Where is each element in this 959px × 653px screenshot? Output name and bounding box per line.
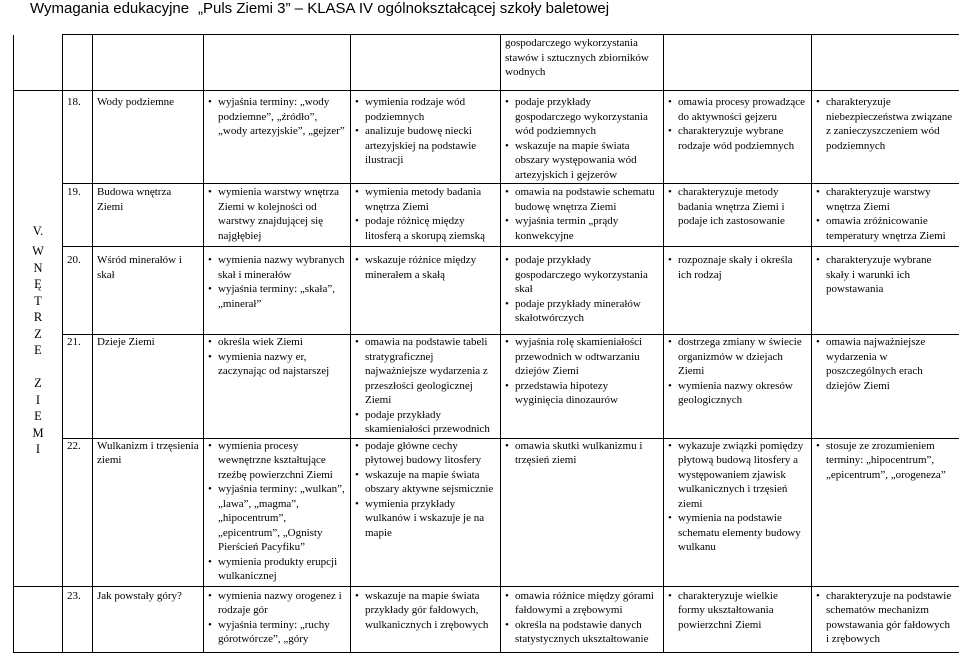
requirement-item: • wymienia produkty erupcji wulkanicznej <box>208 555 346 584</box>
requirements-cell-c1 <box>204 184 351 247</box>
requirement-item: • wskazuje na mapie świata przykłady gór fałdowych, wulkanicznych i zrębowych <box>355 589 496 633</box>
lesson-number: 21. <box>63 335 93 439</box>
requirement-item: • analizuje budowę niecki artezyjskiej na podstawie ilustracji <box>355 124 496 168</box>
table-row <box>14 247 959 335</box>
requirements-list <box>355 439 496 541</box>
requirement-item: • wymienia procesy wewnętrzne kształtujące rzeźbę powierzchni Ziemi <box>208 439 346 483</box>
section-letter: Z <box>14 375 62 392</box>
requirements-cell-c4 <box>664 586 812 652</box>
requirement-item: • dostrzega zmiany w świecie organizmów w dziejach Ziemi <box>668 335 807 379</box>
requirements-cell-c3 <box>501 247 664 335</box>
requirements-cell-c5 <box>812 184 959 247</box>
requirement-item: • wyjaśnia terminy: „skała”, „minerał” <box>208 282 346 311</box>
requirement-item: • wymienia rodzaje wód podziemnych <box>355 95 496 124</box>
requirement-item: • wymienia nazwy orogenez i rodzaje gór <box>208 589 346 618</box>
requirement-item: • charakteryzuje wybrane rodzaje wód podziemnych <box>668 124 807 153</box>
requirements-list <box>668 253 807 282</box>
requirement-item: • wymienia metody badania wnętrza Ziemi <box>355 185 496 214</box>
lesson-topic: Wśród minerałów i skał <box>93 247 204 335</box>
requirements-cell-c2 <box>351 91 501 184</box>
requirement-item: • podaje przykłady gospodarczego wykorzystania wód podziemnych <box>505 95 659 139</box>
requirements-cell-c1 <box>204 335 351 439</box>
document-title-left: Wymagania edukacyjne <box>30 0 189 17</box>
requirements-cell-c5 <box>812 91 959 184</box>
section-letter: E <box>14 408 62 425</box>
requirements-cell-c2 <box>351 438 501 586</box>
requirements-cell-c2 <box>351 335 501 439</box>
requirements-list <box>208 253 346 311</box>
section-letter: T <box>14 293 62 310</box>
section-letter: I <box>14 441 62 458</box>
table-row <box>14 91 959 184</box>
requirement-item: • omawia różnice między górami fałdowymi a zrębowymi <box>505 589 659 618</box>
requirements-cell-c5 <box>812 335 959 439</box>
requirements-cell-c2 <box>351 247 501 335</box>
requirement-item: • wymienia przykłady wulkanów i wskazuje je na mapie <box>355 497 496 541</box>
table-row <box>14 586 959 652</box>
requirements-list <box>505 335 659 408</box>
requirement-item: • podaje główne cechy płytowej budowy litosfery <box>355 439 496 468</box>
table-row <box>14 438 959 586</box>
requirements-list <box>355 185 496 243</box>
requirement-item: • wymienia nazwy wybranych skał i minerałów <box>208 253 346 282</box>
section-letter: I <box>14 392 62 409</box>
requirement-item: • wymienia na podstawie schematu elementy budowy wulkanu <box>668 511 807 555</box>
lesson-number: 23. <box>63 586 93 652</box>
requirements-list <box>668 589 807 633</box>
requirements-cell-c1 <box>204 247 351 335</box>
requirements-cell-c2 <box>351 184 501 247</box>
requirement-item: • stosuje ze zrozumieniem terminy: „hipocentrum”, „epicentrum”, „orogeneza” <box>816 439 955 483</box>
requirement-item: • wyjaśnia terminy: „wody podziemne”, „źródło”, „wody artezyjskie”, „gejzer” <box>208 95 346 139</box>
requirements-list <box>208 185 346 243</box>
section-letter: W <box>14 243 62 260</box>
requirement-item: • wymienia nazwy er, zaczynając od najstarszej <box>208 350 346 379</box>
requirements-list <box>816 335 955 393</box>
requirements-cell-c3 <box>501 184 664 247</box>
requirements-cell-c1 <box>204 586 351 652</box>
lesson-number: 20. <box>63 247 93 335</box>
requirements-cell-c3 <box>501 91 664 184</box>
requirement-item: • określa na podstawie danych statystycznych ukształtowanie <box>505 618 659 647</box>
requirement-item: • podaje przykłady gospodarczego wykorzystania skał <box>505 253 659 297</box>
section-letter: Z <box>14 326 62 343</box>
lesson-number: 22. <box>63 438 93 586</box>
requirement-item: • charakteryzuje na podstawie schematów mechanizm powstawania gór fałdowych i zrębowych <box>816 589 955 647</box>
requirements-list <box>668 95 807 153</box>
requirement-item: • omawia na podstawie schematu budowę wnętrza Ziemi <box>505 185 659 214</box>
requirements-list <box>816 95 955 153</box>
requirements-cell-c3 <box>501 438 664 586</box>
requirements-cell-c5 <box>812 438 959 586</box>
section-letter: R <box>14 309 62 326</box>
section-letter: M <box>14 425 62 442</box>
requirements-list <box>505 439 659 468</box>
requirements-list <box>208 589 346 647</box>
requirement-item: • rozpoznaje skały i określa ich rodzaj <box>668 253 807 282</box>
requirement-item: • wymienia warstwy wnętrza Ziemi w kolejności od warstwy znajdującej się najgłębiej <box>208 185 346 243</box>
requirements-list <box>668 439 807 555</box>
continued-cell: gospodarczego wykorzystania stawów i sztucznych zbiorników wodnych <box>501 35 664 91</box>
requirement-item: • wskazuje różnice między minerałem a skałą <box>355 253 496 282</box>
requirements-cell-c5 <box>812 247 959 335</box>
requirement-item: • przedstawia hipotezy wyginięcia dinozaurów <box>505 379 659 408</box>
table-row-continuation <box>14 35 959 91</box>
requirement-item: • podaje przykłady skamieniałości przewodnich <box>355 408 496 437</box>
requirements-cell-c1 <box>204 91 351 184</box>
table-row <box>14 184 959 247</box>
requirement-item: • wskazuje na mapie świata obszary występowania wód artezyjskich i gejzerów <box>505 139 659 183</box>
requirement-item: • podaje przykłady minerałów skałotwórczych <box>505 297 659 326</box>
requirements-cell-c4 <box>664 335 812 439</box>
requirements-cell-c3 <box>501 586 664 652</box>
requirements-list <box>505 253 659 326</box>
requirements-list <box>355 95 496 168</box>
table-body <box>14 91 959 653</box>
section-letter: Ę <box>14 276 62 293</box>
requirements-cell-c4 <box>664 247 812 335</box>
requirements-list <box>816 439 955 483</box>
requirement-item: • charakteryzuje wybrane skały i warunki ich powstawania <box>816 253 955 297</box>
requirements-list <box>355 253 496 282</box>
section-label <box>14 91 63 587</box>
lesson-number: 18. <box>63 91 93 184</box>
requirement-item: • wyjaśnia terminy: „ruchy górotwórcze”, „góry <box>208 618 346 647</box>
requirement-item: • podaje różnicę między litosferą a skorupą ziemską <box>355 214 496 243</box>
requirements-cell-c4 <box>664 91 812 184</box>
requirements-cell-c4 <box>664 184 812 247</box>
requirement-item: • charakteryzuje warstwy wnętrza Ziemi <box>816 185 955 214</box>
requirements-list <box>668 185 807 229</box>
requirements-list <box>355 589 496 633</box>
requirement-item: • omawia zróżnicowanie temperatury wnętrza Ziemi <box>816 214 955 243</box>
requirements-list <box>816 589 955 647</box>
requirement-item: • wykazuje związki pomiędzy płytową budową litosfery a występowaniem zjawisk wulkanicznych i trzęsień ziemi <box>668 439 807 512</box>
section-letter <box>14 359 62 376</box>
requirements-list <box>208 439 346 584</box>
section-letter: E <box>14 342 62 359</box>
requirement-item: • wyjaśnia rolę skamieniałości przewodnich w odtwarzaniu dziejów Ziemi <box>505 335 659 379</box>
requirements-list <box>505 95 659 182</box>
requirements-list <box>816 185 955 243</box>
requirement-item: • omawia na podstawie tabeli stratygraficznej najważniejsze wydarzenia z przeszłości geologicznej Ziemi <box>355 335 496 408</box>
requirement-item: • omawia procesy prowadzące do aktywności gejzeru <box>668 95 807 124</box>
requirement-item: • wyjaśnia termin „prądy konwekcyjne <box>505 214 659 243</box>
requirements-list <box>208 335 346 379</box>
requirements-list <box>816 253 955 297</box>
section-roman: V. <box>14 223 62 240</box>
requirement-item: • wymienia nazwy okresów geologicznych <box>668 379 807 408</box>
requirements-cell-c1 <box>204 438 351 586</box>
table-row <box>14 335 959 439</box>
requirement-item: • charakteryzuje wielkie formy ukształtowania powierzchni Ziemi <box>668 589 807 633</box>
lesson-topic: Wulkanizm i trzęsienia ziemi <box>93 438 204 586</box>
requirement-item: • charakteryzuje metody badania wnętrza Ziemi i podaje ich zastosowanie <box>668 185 807 229</box>
requirements-list <box>208 95 346 139</box>
section-letter: N <box>14 260 62 277</box>
lesson-number: 19. <box>63 184 93 247</box>
requirements-list <box>668 335 807 408</box>
requirements-cell-c2 <box>351 586 501 652</box>
requirements-list <box>355 335 496 437</box>
lesson-topic: Wody podziemne <box>93 91 204 184</box>
requirements-cell-c3 <box>501 335 664 439</box>
requirement-item: • określa wiek Ziemi <box>208 335 346 350</box>
requirements-cell-c4 <box>664 438 812 586</box>
requirements-list <box>505 185 659 243</box>
requirement-item: • omawia skutki wulkanizmu i trzęsień ziemi <box>505 439 659 468</box>
requirements-list <box>505 589 659 647</box>
requirement-item: • omawia najważniejsze wydarzenia w poszczególnych erach dziejów Ziemi <box>816 335 955 393</box>
document-title-right: „Puls Ziemi 3” – KLASA IV ogólnokształcącej szkoły baletowej <box>198 0 609 17</box>
requirements-cell-c5 <box>812 586 959 652</box>
requirements-table <box>13 34 959 653</box>
requirement-item: • charakteryzuje niebezpieczeństwa związane z zanieczyszczeniem wód podziemnych <box>816 95 955 153</box>
lesson-topic: Dzieje Ziemi <box>93 335 204 439</box>
requirement-item: • wyjaśnia terminy: „wulkan”, „lawa”, „magma”, „hipocentrum”, „epicentrum”, „Ognisty Pierścień Pacyfiku” <box>208 482 346 555</box>
lesson-topic: Budowa wnętrza Ziemi <box>93 184 204 247</box>
requirement-item: • wskazuje na mapie świata obszary aktywne sejsmicznie <box>355 468 496 497</box>
lesson-topic: Jak powstały góry? <box>93 586 204 652</box>
